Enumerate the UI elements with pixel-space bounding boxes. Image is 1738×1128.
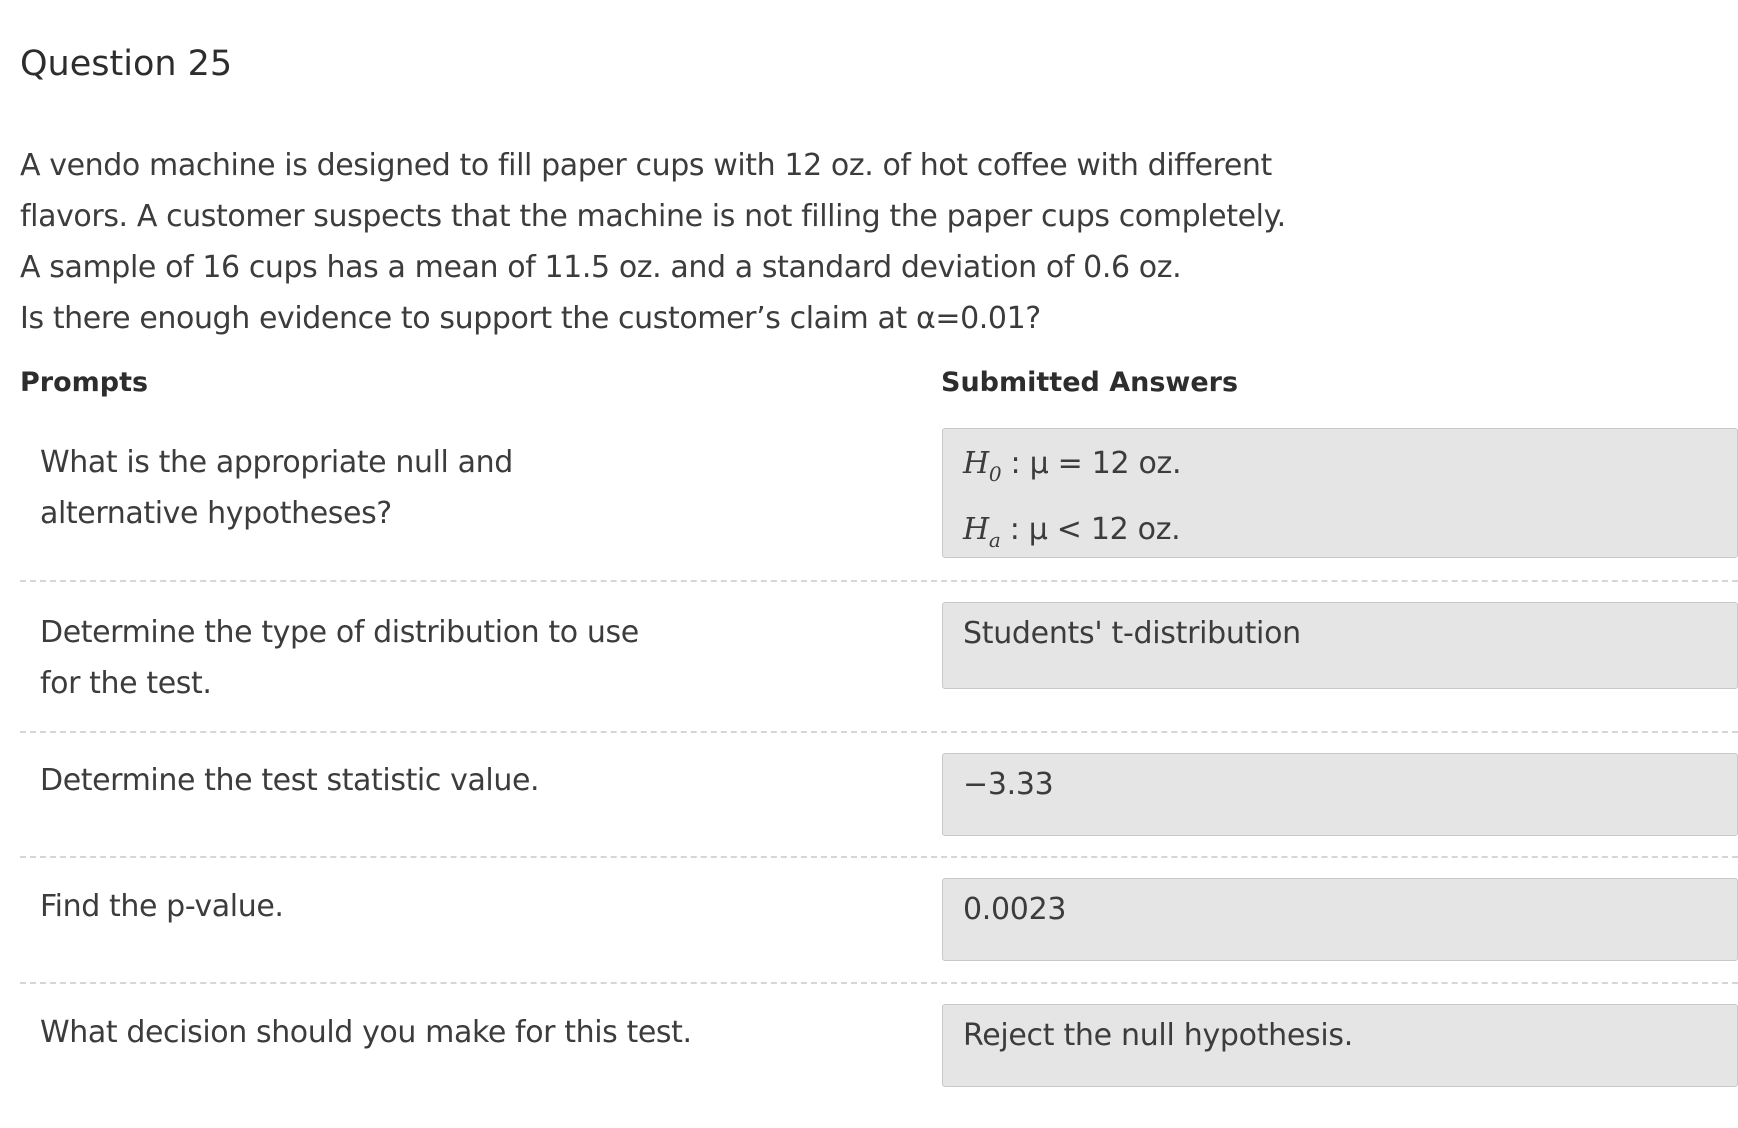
row-divider xyxy=(20,982,1738,984)
prompt-text xyxy=(40,881,284,932)
row-divider xyxy=(20,580,1738,582)
hypothesis-symbol: H xyxy=(963,512,989,547)
hypothesis-symbol: H xyxy=(963,446,989,481)
prompts-column-header: Prompts xyxy=(20,367,149,398)
question-text xyxy=(20,140,1286,344)
submitted-answer-text: Students' t-distribution xyxy=(963,616,1301,651)
prompt-line: Determine the test statistic value. xyxy=(40,763,540,798)
question-text-line: A sample of 16 cups has a mean of 11.5 oz. and a standard deviation of 0.6 oz. xyxy=(20,250,1182,285)
prompt-line: for the test. xyxy=(40,666,212,701)
submitted-answer-box xyxy=(942,428,1738,558)
question-text-line: flavors. A customer suspects that the machine is not filling the paper cups completely. xyxy=(20,199,1286,234)
prompt-text xyxy=(40,437,513,539)
submitted-answer-box xyxy=(942,1004,1738,1087)
prompt-line: Find the p-value. xyxy=(40,889,284,924)
row-divider xyxy=(20,731,1738,733)
submitted-answer-box xyxy=(942,753,1738,836)
submitted-answer-text: Reject the null hypothesis. xyxy=(963,1018,1353,1053)
prompt-line: alternative hypotheses? xyxy=(40,496,392,531)
hypothesis-subscript: 0 xyxy=(988,462,1002,486)
prompt-text xyxy=(40,755,539,806)
submitted-answer-text: −3.33 xyxy=(963,767,1054,802)
prompt-text xyxy=(40,607,639,709)
prompt-line: Determine the type of distribution to use xyxy=(40,615,639,650)
submitted-answer-box xyxy=(942,602,1738,689)
submitted-answer-text: 0.0023 xyxy=(963,892,1067,927)
submitted-answer-box xyxy=(942,878,1738,961)
question-text-line: Is there enough evidence to support the customer’s claim at α=0.01? xyxy=(20,301,1041,336)
null-hypothesis xyxy=(963,436,1717,502)
submitted-answers-column-header: Submitted Answers xyxy=(941,367,1239,398)
hypothesis-statement: : μ = 12 oz. xyxy=(1001,446,1182,481)
hypothesis-statement: : μ < 12 oz. xyxy=(1000,512,1181,547)
prompt-text xyxy=(40,1007,692,1058)
prompt-line: What is the appropriate null and xyxy=(40,445,513,480)
question-text-line: A vendo machine is designed to fill paper cups with 12 oz. of hot coffee with different xyxy=(20,148,1272,183)
question-title: Question 25 xyxy=(20,44,233,84)
prompt-line: What decision should you make for this test. xyxy=(40,1015,692,1050)
row-divider xyxy=(20,856,1738,858)
hypothesis-subscript: a xyxy=(988,528,1001,552)
alternative-hypothesis xyxy=(963,502,1717,568)
